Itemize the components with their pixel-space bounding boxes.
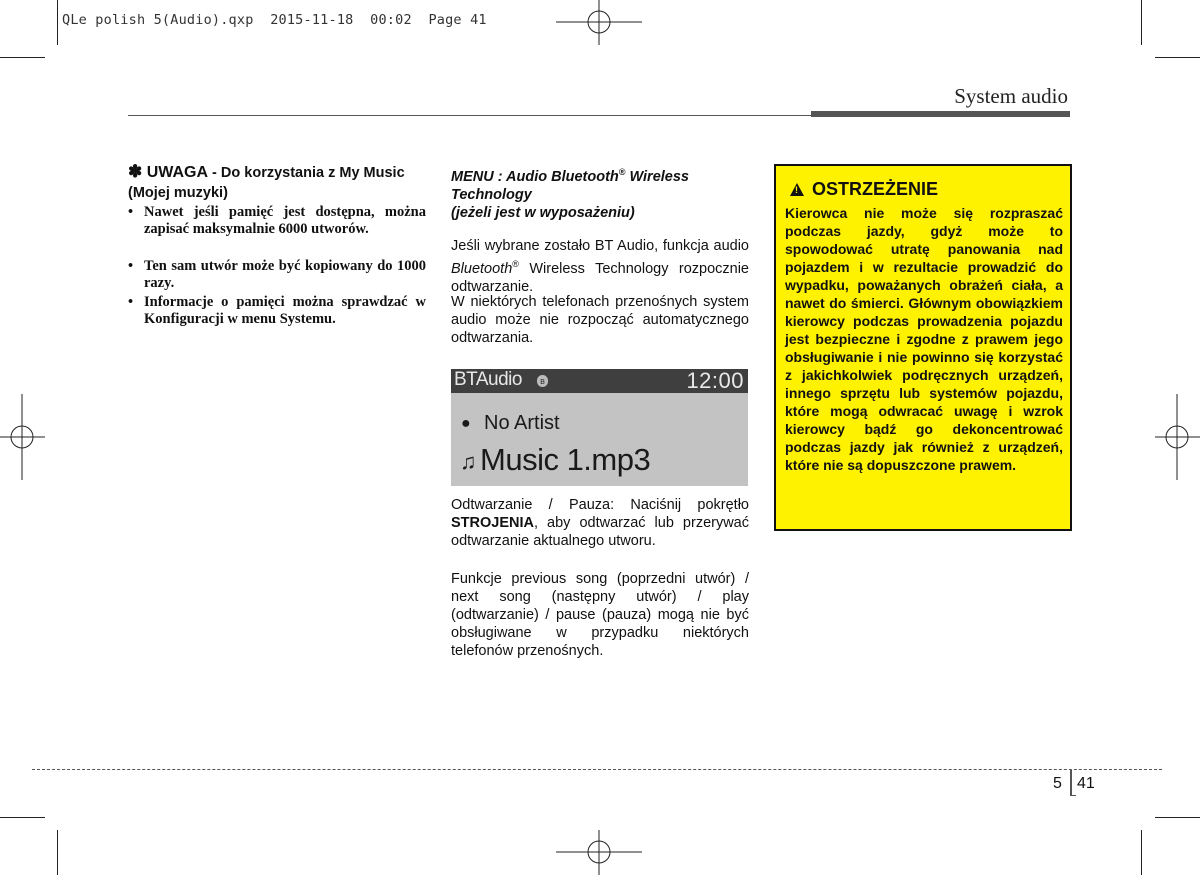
warning-triangle-icon [790, 183, 804, 196]
display-clock: 12:00 [686, 368, 744, 393]
warning-body: Kierowca nie może się rozpraszać podczas jazdy, gdyż może to spowodować utratę panowania nad pojazdem i w rezultacie prowadzić do wypadku, poważanych obrażeń ciała, a nawet do śmierci. Głównym obowiązkiem kierowcy podczas prowadzenia pojazdu jest bezpieczne i zgodne z prawem jego obsługiwanie i nie powinno się korzystać z jakichkolwiek podręcznych urządzeń, innego sprzętu lub systemów pojazdu, które mogą odwracać uwagę i wzrok kierowcy bądź go dekoncentrować podczas jazdy jak również z urządzeń, które nie są dopuszczone prawem. [785, 205, 1063, 473]
warning-box [774, 164, 1072, 531]
display-song: Music 1.mp3 [480, 442, 651, 477]
display-status-bar [451, 369, 748, 393]
audio-display-screenshot [451, 369, 748, 486]
warning-title: !OSTRZEŻENIE [790, 179, 938, 200]
paragraph-play-pause: Odtwarzanie / Pauza: Naciśnij pokrętło STROJENIA, aby odtwarzać lub przerywać odtwarzanie aktualnego utworu. [451, 497, 749, 549]
paragraph-functions: Funkcje previous song (poprzedni utwór) / next song (następny utwór) / play (odtwarzanie) / pause (pauza) mogą nie być obsługiwane w przypadku niektórych telefonów przenośnych. [451, 571, 749, 659]
print-file: QLe polish 5(Audio).qxp [62, 12, 254, 28]
print-page: Page 41 [428, 12, 487, 28]
footer-chapter: 5 [1053, 775, 1062, 792]
title-rule-accent [811, 111, 1070, 117]
footer-page-divider [1070, 770, 1072, 795]
note-star-icon: ✽ [128, 162, 143, 181]
note-bullet: • Ten sam utwór może być kopiowany do 1000 razy. [128, 258, 426, 291]
bluetooth-icon: ʙ [537, 375, 548, 387]
footer-dotted-rule [32, 769, 1162, 770]
music-note-icon: ♫ [460, 449, 477, 474]
person-icon: ● [461, 415, 471, 432]
note-heading [128, 162, 426, 203]
note-label: UWAGA [146, 164, 209, 181]
note-bullet: • Nawet jeśli pamięć jest dostępna, można zapisać maksymalnie 6000 utworów. [128, 204, 426, 237]
footer-page-number: 41 [1077, 775, 1095, 792]
note-title: - Do korzystania z My Music (Mojej muzyki) [128, 165, 405, 201]
note-bullet: • Informacje o pamięci można sprawdzać w Konfiguracji w menu Systemu. [128, 294, 426, 327]
section-title: System audio [954, 84, 1068, 108]
display-artist: No Artist [484, 412, 560, 434]
display-source: BTAudio [454, 369, 522, 390]
paragraph-phones: W niektórych telefonach przenośnych system audio może nie rozpocząć automatycznego odtwarzania. [451, 294, 749, 346]
title-rule [128, 115, 811, 116]
menu-heading: MENU : Audio Bluetooth® Wireless Technology (jeżeli jest w wyposażeniu) [451, 167, 689, 221]
print-date: 2015-11-18 [270, 12, 354, 28]
paragraph-bt-start: Jeśli wybrane zostało BT Audio, funkcja audio Bluetooth® Wireless Technology rozpocznie odtwarzanie. [451, 238, 749, 295]
print-time: 00:02 [370, 12, 412, 28]
